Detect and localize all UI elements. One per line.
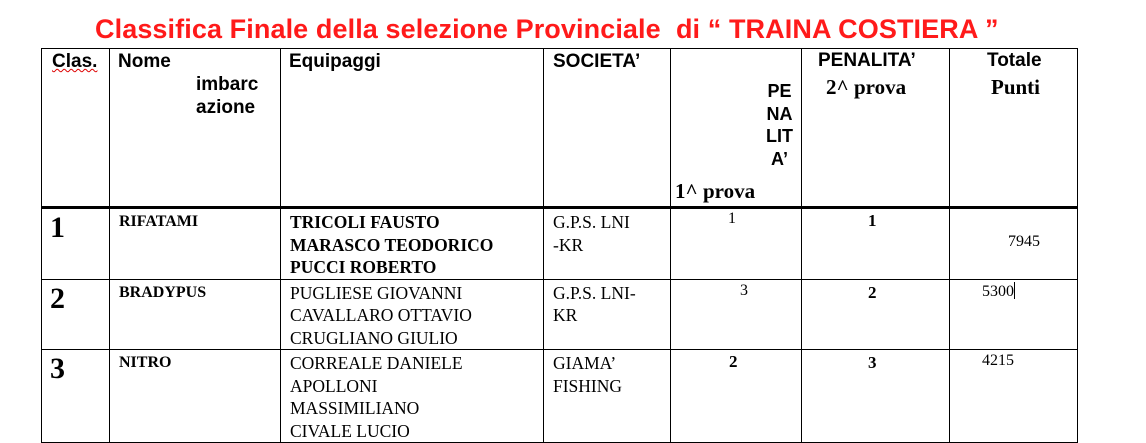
header-clas-label: Clas.	[52, 51, 98, 72]
crew-member: MASSIMILIANO	[290, 398, 420, 418]
header-penalita-1-line: A’	[770, 148, 788, 169]
table-row	[42, 350, 1078, 443]
header-clas	[42, 49, 110, 208]
header-penalita-2	[802, 49, 950, 208]
club-line: KR	[553, 305, 578, 325]
club-line: -KR	[553, 234, 584, 255]
crew-member: TRICOLI FAUSTO	[290, 212, 440, 232]
crew-list	[281, 280, 543, 350]
header-penalita-1	[671, 49, 802, 208]
boat-name: BRADYPUS	[119, 283, 207, 301]
header-row	[42, 49, 1078, 208]
document-title: Classifica Finale della selezione Provinciale di “ TRAINA COSTIERA ”	[95, 14, 999, 44]
total-points-value: 5300	[982, 282, 1014, 300]
club-line: GIAMA’	[553, 353, 617, 373]
crew-member: MARASCO TEODORICO	[290, 234, 494, 255]
boat-name: NITRO	[119, 354, 172, 371]
penalty-2: 1	[868, 211, 877, 230]
rank-cell: 2	[50, 281, 65, 315]
header-equipaggi-label: Equipaggi	[289, 51, 381, 72]
header-penalita-1-line: LIT	[766, 126, 793, 146]
club-name	[544, 280, 670, 327]
header-nome-label: Nome	[118, 51, 171, 72]
header-nome-line2: imbarc	[196, 74, 259, 95]
club-line: G.P.S. LNI	[553, 212, 630, 232]
crew-list	[281, 209, 543, 279]
boat-name: RIFATAMI	[119, 213, 199, 230]
text-cursor	[1014, 282, 1015, 299]
rank-cell: 1	[50, 211, 65, 244]
rank-cell: 3	[50, 352, 65, 385]
header-nome-line3: azione	[196, 97, 256, 118]
header-totale	[950, 49, 1078, 208]
header-societa	[544, 49, 671, 208]
penalty-1: 3	[740, 281, 748, 299]
crew-member: CAVALLARO OTTAVIO	[290, 305, 472, 325]
header-penalita-2-sub: 2^ prova	[826, 75, 907, 99]
header-penalita-2-label: PENALITA’	[818, 50, 916, 71]
penalty-1: 2	[729, 352, 738, 371]
club-line: G.P.S. LNI-	[553, 282, 636, 303]
crew-list	[281, 350, 543, 442]
total-points: 7945	[1008, 233, 1040, 250]
crew-member: PUCCI ROBERTO	[290, 257, 437, 277]
header-equipaggi	[281, 49, 544, 208]
total-points: 4215	[982, 352, 1014, 369]
header-penalita-1-line: NA	[766, 103, 793, 124]
ranking-table	[41, 48, 1078, 443]
crew-member: PUGLIESE GIOVANNI	[290, 282, 463, 303]
table-row	[42, 208, 1078, 280]
table-row	[42, 279, 1078, 350]
header-totale-label: Totale	[987, 50, 1042, 71]
header-penalita-1-stack	[766, 80, 793, 170]
header-penalita-1-line: PE	[767, 81, 792, 101]
crew-member: CRUGLIANO GIULIO	[290, 327, 458, 348]
total-points	[950, 280, 1077, 301]
header-penalita-1-sub: 1^ prova	[675, 179, 756, 203]
crew-member: APOLLONI	[290, 375, 378, 396]
club-name	[544, 209, 670, 256]
penalty-2: 2	[868, 282, 877, 302]
crew-member: CIVALE LUCIO	[290, 420, 410, 441]
header-societa-label: SOCIETA’	[553, 51, 641, 72]
club-name	[544, 350, 670, 397]
club-line: FISHING	[553, 375, 623, 396]
penalty-1: 1	[728, 210, 736, 227]
crew-member: CORREALE DANIELE	[290, 353, 463, 373]
header-nome	[110, 49, 281, 208]
header-punti-label: Punti	[991, 75, 1041, 99]
penalty-2: 3	[868, 353, 877, 372]
